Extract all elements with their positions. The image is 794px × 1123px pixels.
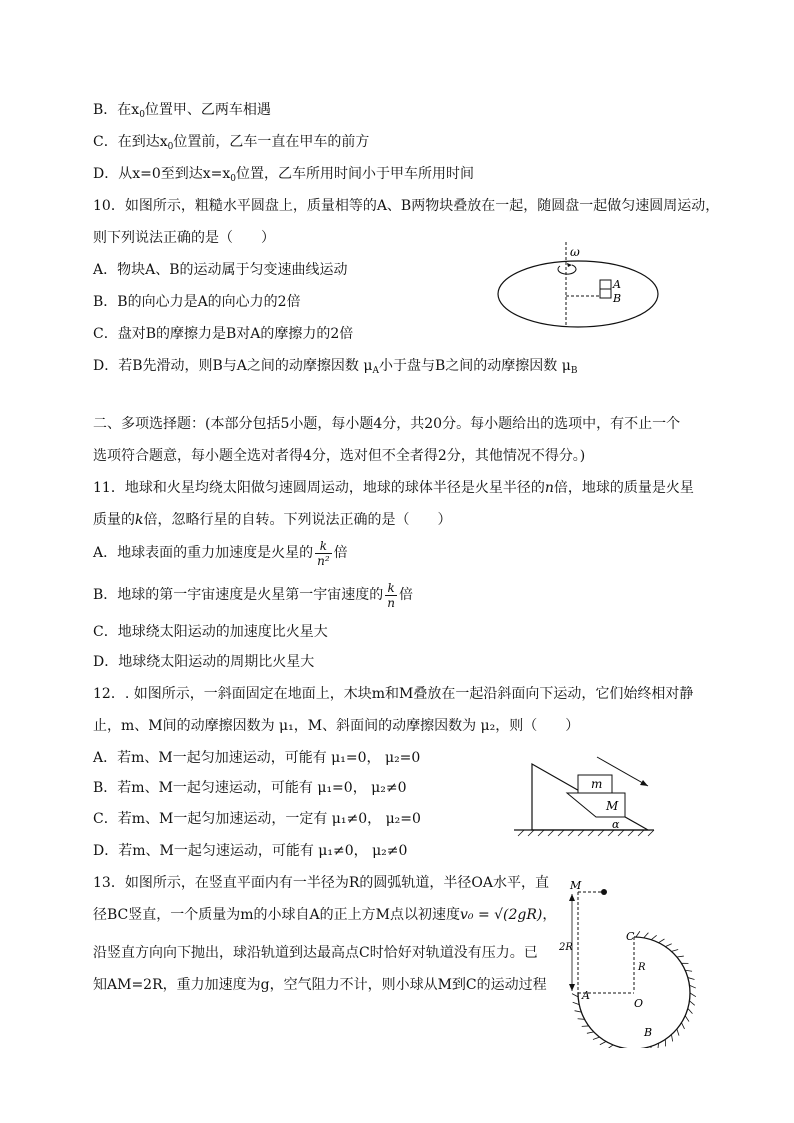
q10-option-a: A．物块A、B的运动属于匀变速曲线运动 [93, 262, 348, 278]
disc-ellipse [498, 261, 658, 327]
q11-option-b: B．地球的第一宇宙速度是火星第一宇宙速度的 $\frac{k}{n}$ 倍 [93, 580, 414, 610]
q9-option-d: D．从x=0至到达$x=x_0$位置，乙车所用时间小于甲车所用时间 [93, 166, 475, 184]
block-b-label: B [613, 292, 622, 305]
label-r: R [638, 962, 646, 973]
label-m: M [570, 879, 582, 892]
ball-at-m [601, 889, 607, 895]
block-b [600, 289, 611, 298]
track-hatch-mark [651, 935, 656, 939]
block-a-label: A [613, 278, 621, 291]
q13-line1: 13．如图所示，在竖直平面内有一半径为R的圆弧轨道，半径OA水平，直 [93, 875, 549, 891]
track-hatch-mark [677, 1029, 679, 1036]
rotation-arrow-icon [558, 265, 576, 274]
fraction-k-over-n2: $\frac{k}{\text{n²}}$ [317, 538, 330, 568]
dimension-arrowhead-bottom-icon [569, 984, 575, 991]
q12-incline-figure [512, 752, 662, 842]
track-hatch-mark [677, 956, 684, 957]
q12-stem-line1: 12．. 如图所示，一斜面固定在地面上，木块m和M叠放在一起沿斜面向下运动，它们始终相对静 [93, 686, 694, 702]
track-hatch-mark [593, 1037, 600, 1039]
track-hatch-mark [688, 1008, 693, 1013]
q10-stem-line1: 10．如图所示，粗糙水平圆盘上，质量相等的A、B两物块叠放在一起，随圆盘一起做匀速圆周运动， [93, 198, 720, 214]
track-hatch-mark [685, 1016, 689, 1022]
section2-header-line1: 二、多项选择题：(本部分包括5小题，每小题4分，共20分。每小题给出的选项中，有不止一个 [93, 416, 681, 432]
angle-alpha-label: α [612, 818, 620, 831]
q13-line3: 沿竖直方向向下抛出，球沿轨道到达最高点C时恰好对轨道没有压力。已 [93, 945, 538, 961]
q12-option-c: C．若m、M一起匀加速运动，一定有 μ₁≠0， μ₂=0 [93, 811, 421, 827]
fraction-k-over-n: $\frac{k}{n}$ [387, 580, 396, 610]
initial-velocity-formula: v₀ = √(2gR) [459, 907, 543, 923]
track-hatch-mark [689, 1001, 694, 1006]
label-c: C [626, 930, 635, 943]
rotation-arrowhead-icon [567, 263, 572, 267]
label-o: O [634, 997, 644, 1010]
section2-header-line2: 选项符合题意，每小题全选对者得4分，选对但不全者得2分，其他情况不得分。) [93, 448, 586, 464]
track-hatch-mark [659, 939, 665, 943]
q12-option-d: D．若m、M一起匀速运动，可能有 μ₁≠0， μ₂≠0 [93, 843, 408, 859]
q9-option-b: B．在$x_0$位置甲、乙两车相遇 [93, 102, 271, 120]
track-hatch-mark [572, 994, 578, 997]
omega-label: ω [570, 245, 580, 259]
label-a: A [582, 989, 590, 1002]
track-hatch-mark [665, 944, 671, 947]
q13-line2: 径BC竖直，一个质量为m的小球自A的正上方M点以初速度v₀ = √(2gR)， [93, 907, 557, 923]
q12-option-b: B．若m、M一起匀速运动，可能有 μ₁=0， μ₂≠0 [93, 780, 407, 796]
track-hatch-mark [671, 1035, 672, 1042]
q11-stem-line2: 质量的k倍，忽略行星的自转。下列说法正确的是（ ） [93, 512, 452, 528]
label-2r: 2R [559, 942, 573, 953]
track-hatch-mark [587, 1032, 594, 1033]
motion-arrowhead-icon [640, 780, 648, 786]
q10-option-b: B．B的向心力是A的向心力的2倍 [93, 294, 301, 310]
q10-option-d: D．若B先滑动，则B与A之间的动摩擦因数 $\mu_A$小于盘与B之间的动摩擦因数 $\mu_B$ [93, 358, 578, 376]
block-m-label: m [591, 777, 603, 791]
track-hatch-mark [681, 1023, 684, 1029]
q11-option-c: C．地球绕太阳运动的加速度比火星大 [93, 624, 328, 640]
track-hatch-mark [690, 993, 696, 997]
track-hatch-mark [600, 1041, 606, 1044]
label-b: B [644, 1026, 653, 1039]
q11-option-a: A．地球表面的重力加速度是火星的 $\frac{k}{\text{n²}}$ 倍 [93, 538, 348, 568]
ground-hatching [518, 830, 654, 836]
q12-option-a: A．若m、M一起匀加速运动，可能有 μ₁=0， μ₂=0 [93, 750, 421, 766]
q11-stem-line1: 11．地球和火星均绕太阳做匀速圆周运动，地球的球体半径是火星半径的n倍，地球的质量是火星 [93, 480, 694, 496]
q10-stem-line2: 则下列说法正确的是（ ） [93, 230, 275, 246]
track-hatch-mark [644, 933, 649, 938]
q10-disc-figure [492, 238, 664, 330]
q10-option-c: C．盘对B的摩擦力是B对A的摩擦力的2倍 [93, 326, 354, 342]
q13-line4: 知AM=2R，重力加速度为g，空气阻力不计，则小球从M到C的运动过程 [93, 977, 547, 993]
q12-stem-line2: 止，m、M间的动摩擦因数为 μ₁，M、斜面间的动摩擦因数为 μ₂，则（ ） [93, 718, 580, 734]
track-hatch-mark [636, 931, 640, 937]
block-a [600, 280, 611, 289]
q11-option-d: D．地球绕太阳运动的周期比火星大 [93, 654, 315, 670]
dimension-arrowhead-top-icon [569, 894, 575, 901]
q13-track-figure [558, 878, 698, 1048]
track-hatch-mark [671, 949, 678, 951]
q9-option-c: C．在到达$x_0$位置前，乙车一直在甲车的前方 [93, 134, 370, 152]
block-M-label: M [606, 799, 619, 813]
